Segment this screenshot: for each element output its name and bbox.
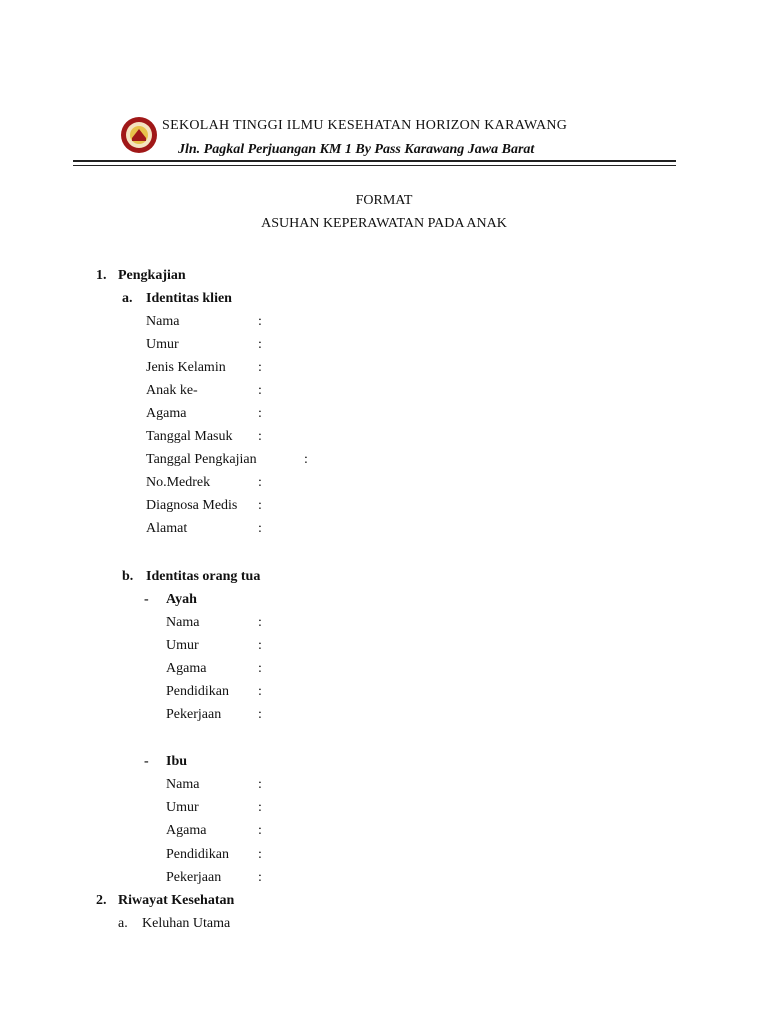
field-colon: :	[258, 314, 262, 329]
field-colon: :	[258, 847, 262, 862]
field-label: Agama	[166, 661, 207, 676]
subsection-title-identitas-klien: Identitas klien	[146, 291, 232, 306]
field-label: Umur	[146, 337, 179, 352]
header-divider-thin	[73, 165, 676, 166]
subsection-letter: b.	[122, 569, 134, 584]
field-label: Pekerjaan	[166, 870, 222, 885]
group-title-ayah: Ayah	[166, 592, 197, 607]
field-colon: :	[258, 360, 262, 375]
field-label: Tanggal Pengkajian	[146, 452, 257, 467]
subsection-title-identitas-orang-tua: Identitas orang tua	[146, 569, 261, 584]
field-colon: :	[258, 684, 262, 699]
field-label: Tanggal Masuk	[146, 429, 233, 444]
group-title-ibu: Ibu	[166, 754, 188, 769]
field-label: Agama	[146, 406, 187, 421]
section-title-pengkajian: Pengkajian	[118, 268, 186, 283]
field-colon: :	[258, 777, 262, 792]
institution-logo-icon	[120, 116, 158, 154]
document-subtitle: ASUHAN KEPERAWATAN PADA ANAK	[261, 216, 507, 231]
field-colon: :	[258, 800, 262, 815]
institution-address: Jln. Pagkal Perjuangan KM 1 By Pass Karawang Jawa Barat	[178, 142, 535, 157]
field-label: Umur	[166, 638, 199, 653]
field-colon: :	[258, 406, 262, 421]
field-colon: :	[258, 475, 262, 490]
subsection-letter: a.	[122, 291, 133, 306]
bullet-dash: -	[144, 754, 149, 769]
field-colon: :	[258, 521, 262, 536]
subsection-title-keluhan-utama: Keluhan Utama	[142, 916, 231, 931]
field-label: Pendidikan	[166, 847, 229, 862]
field-label: Diagnosa Medis	[146, 498, 238, 513]
field-colon: :	[258, 870, 262, 885]
section-title-riwayat-kesehatan: Riwayat Kesehatan	[118, 893, 235, 908]
field-colon: :	[258, 707, 262, 722]
field-label: Nama	[166, 777, 200, 792]
field-colon: :	[258, 638, 262, 653]
institution-name: SEKOLAH TINGGI ILMU KESEHATAN HORIZON KARAWANG	[162, 118, 568, 133]
document-title: FORMAT	[355, 193, 413, 208]
field-colon: :	[258, 615, 262, 630]
field-colon: :	[258, 823, 262, 838]
field-label: No.Medrek	[146, 475, 211, 490]
bullet-dash: -	[144, 592, 149, 607]
field-colon: :	[258, 498, 262, 513]
header-divider-thick	[73, 160, 676, 162]
section-number: 1.	[96, 268, 107, 283]
field-label: Anak ke-	[146, 383, 198, 398]
field-label: Jenis Kelamin	[146, 360, 226, 375]
section-number: 2.	[96, 893, 107, 908]
field-label: Agama	[166, 823, 207, 838]
field-label: Nama	[146, 314, 180, 329]
field-label: Alamat	[146, 521, 188, 536]
field-label: Umur	[166, 800, 199, 815]
field-colon: :	[304, 452, 308, 467]
field-label: Pekerjaan	[166, 707, 222, 722]
field-label: Nama	[166, 615, 200, 630]
subsection-letter: a.	[118, 916, 128, 931]
field-colon: :	[258, 337, 262, 352]
field-label: Pendidikan	[166, 684, 229, 699]
field-colon: :	[258, 429, 262, 444]
field-colon: :	[258, 661, 262, 676]
field-colon: :	[258, 383, 262, 398]
